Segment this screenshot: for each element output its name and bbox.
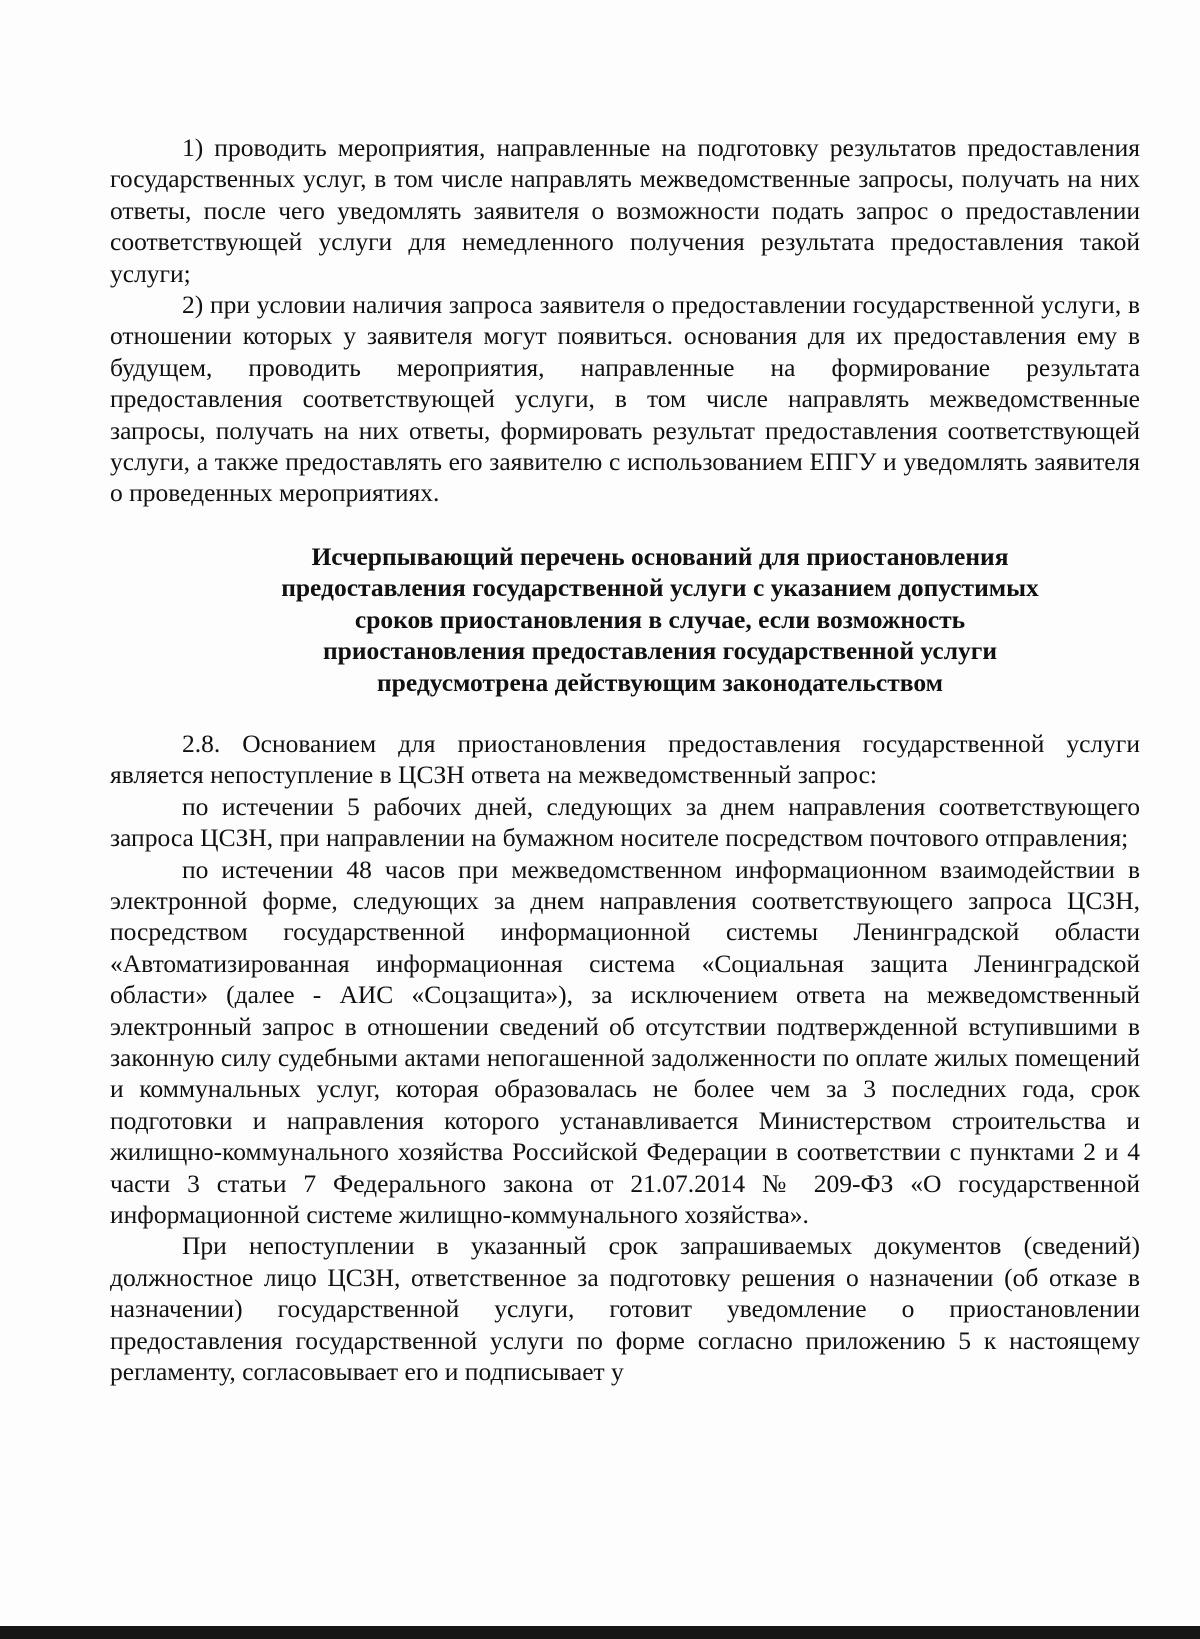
paragraph-non-receipt: При непоступлении в указанный срок запрашиваемых документов (сведений) должностное лицо ЦСЗН, ответственное за подготовку решения о назначении (об отказе в назначении) государственной услуги, готовит уведомление о приостановлении предоставления государственной услуги по форме согласно приложению 5 к настоящему регламенту, согласовывает его и подписывает у — [110, 1231, 1140, 1387]
paragraph-2-8: 2.8. Основанием для приостановления предоставления государственной услуги является непоступление в ЦСЗН ответа на межведомственный запрос: — [110, 728, 1140, 790]
scan-edge-bar — [0, 1626, 1200, 1639]
section-heading — [220, 541, 1100, 698]
heading-line: предоставления государственной услуги с указанием допустимых — [281, 573, 1039, 603]
paragraph-item-2: 2) при условии наличия запроса заявителя о предоставлении государственной услуги, в отношении которых у заявителя могут появиться. основания для их предоставления ему в будущем, проводить мероприятия, направленные на формирование результата предоставления соответствующей услуги, в том числе направлять межведомственные запросы, получать на них ответы, формировать результат предоставления соответствующей услуги, а также предоставлять его заявителю с использованием ЕПГУ и уведомлять заявителя о проведенных мероприятиях. — [110, 290, 1140, 508]
heading-line: приостановления предоставления государственной услуги — [322, 636, 998, 666]
heading-line: предусмотрена действующим законодательством — [376, 667, 943, 697]
paragraph-paper-term: по истечении 5 рабочих дней, следующих за днем направления соответствующего запроса ЦСЗН, при направлении на бумажном носителе посредством почтового отправления; — [110, 791, 1140, 853]
document-page — [110, 132, 1140, 1387]
heading-line: Исчерпывающий перечень оснований для приостановления — [311, 541, 1009, 571]
heading-line: сроков приостановления в случае, если возможность — [354, 604, 966, 634]
paragraph-item-1: 1) проводить мероприятия, направленные на подготовку результатов предоставления государственных услуг, в том числе направлять межведомственные запросы, получать на них ответы, после чего уведомлять заявителя о возможности подать запрос о предоставлении соответствующей услуги для немедленного получения результата предоставления такой услуги; — [110, 133, 1140, 288]
paragraph-electronic-term: по истечении 48 часов при межведомственном информационном взаимодействии в электронной форме, следующих за днем направления соответствующего запроса ЦСЗН, посредством государственной информационной системы Ленинградской области «Автоматизированная информационная система «Социальная защита Ленинградской области» (далее - АИС «Соцзащита»), за исключением ответа на межведомственный электронный запрос в отношении сведений об отсутствии подтвержденной вступившими в законную силу судебными актами непогашенной задолженности по оплате жилых помещений и коммунальных услуг, которая образовалась не более чем за 3 последних года, срок подготовки и направления которого устанавливается Министерством строительства и жилищно-коммунального хозяйства Российской Федерации в соответствии с пунктами 2 и 4 части 3 статьи 7 Федерального закона от 21.07.2014 № 209-ФЗ «О государственной информационной системе жилищно-коммунального хозяйства». — [110, 854, 1140, 1229]
